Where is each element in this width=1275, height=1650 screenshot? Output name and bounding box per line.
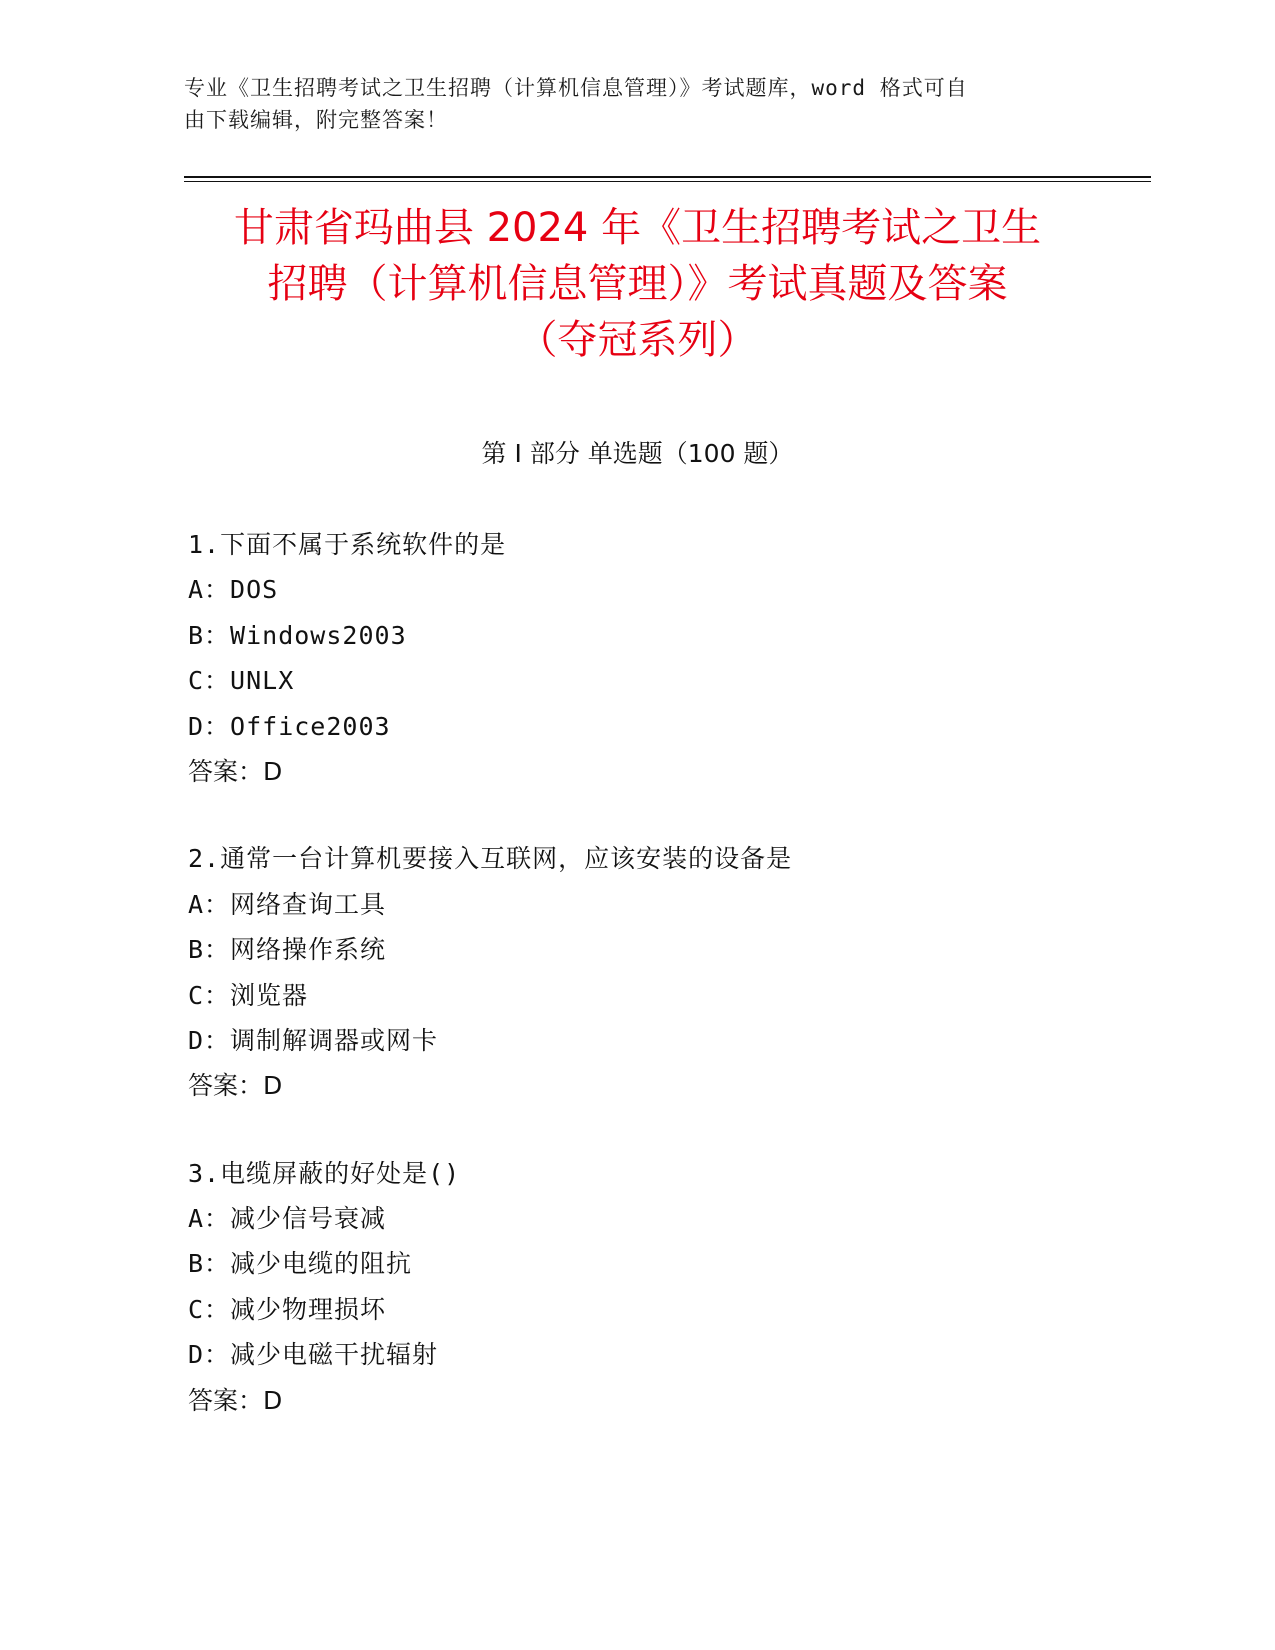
answer-line: 答案：D <box>188 1385 283 1415</box>
question-list <box>188 522 1118 1465</box>
option-a: A：减少信号衰减 <box>188 1204 387 1234</box>
option-a: A：DOS <box>188 575 279 605</box>
question-stem: 2.通常一台计算机要接入互联网，应该安装的设备是 <box>188 844 793 874</box>
option-b: B：Windows2003 <box>188 620 407 650</box>
document-title <box>150 200 1125 368</box>
header-divider-thin <box>184 181 1151 182</box>
question-item <box>188 522 1118 794</box>
question-item <box>188 1151 1118 1423</box>
document-title-line-2: 招聘（计算机信息管理）》考试真题及答案 <box>267 261 1008 307</box>
header-divider-thick <box>184 176 1151 178</box>
option-b: B：网络操作系统 <box>188 935 387 965</box>
option-d: D：调制解调器或网卡 <box>188 1025 439 1055</box>
option-d: D：Office2003 <box>188 711 391 741</box>
answer-line: 答案：D <box>188 1071 283 1101</box>
header-note-line-2: 由下载编辑，附完整答案！ <box>184 108 448 132</box>
option-b: B：减少电缆的阻抗 <box>188 1249 413 1279</box>
answer-line: 答案：D <box>188 756 283 786</box>
question-stem: 3.电缆屏蔽的好处是() <box>188 1158 461 1188</box>
document-title-line-1: 甘肃省玛曲县 2024 年《卫生招聘考试之卫生 <box>233 205 1042 251</box>
question-stem: 1.下面不属于系统软件的是 <box>188 530 507 559</box>
section-heading: 第 I 部分 单选题（100 题） <box>481 439 794 468</box>
option-d: D：减少电磁干扰辐射 <box>188 1340 439 1370</box>
document-title-line-3: （夺冠系列） <box>517 317 758 363</box>
option-c: C：浏览器 <box>188 980 309 1010</box>
option-c: C：UNLX <box>188 666 295 696</box>
header-note-line-1: 专业《卫生招聘考试之卫生招聘（计算机信息管理）》考试题库，word 格式可自 <box>184 76 968 100</box>
option-c: C：减少物理损坏 <box>188 1294 387 1324</box>
question-item <box>188 836 1118 1108</box>
header-note <box>184 72 1064 136</box>
option-a: A：网络查询工具 <box>188 889 387 919</box>
